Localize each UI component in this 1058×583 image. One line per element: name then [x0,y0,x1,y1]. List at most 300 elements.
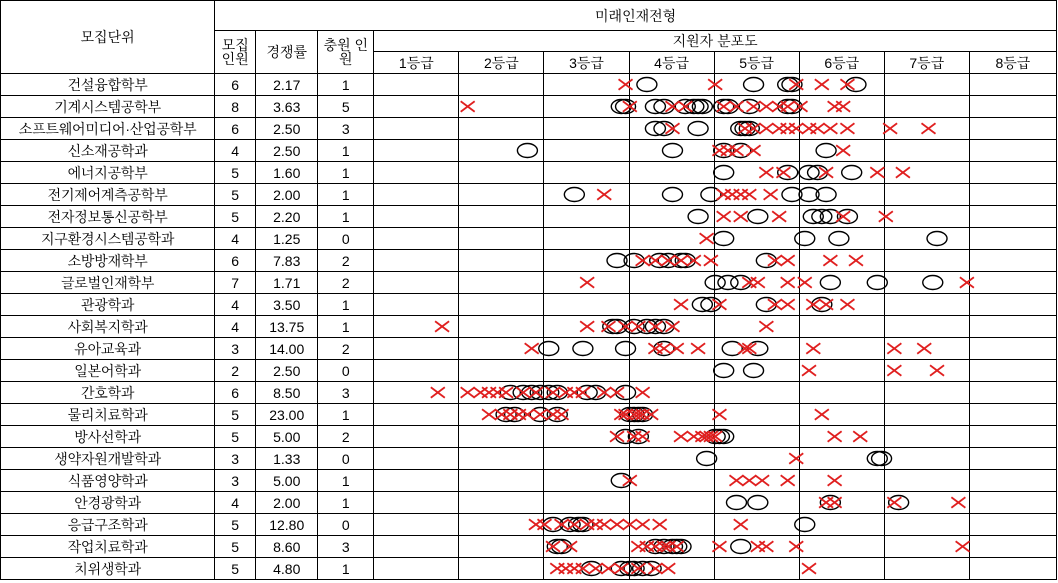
grade-cell [799,118,884,140]
grade-cell [799,382,884,404]
grade-cell [629,404,714,426]
table-row [1,338,1057,360]
grade-cell [629,536,714,558]
table-row [1,514,1057,536]
grade-cell [884,492,969,514]
grade-cell [459,228,544,250]
competition-rate: 2.20 [256,206,318,228]
grade-cell [459,404,544,426]
grade-cell [969,162,1056,184]
grade-cell [544,536,629,558]
grade-cell [884,470,969,492]
unit-name: 소방방재학부 [1,250,215,272]
competition-rate: 2.17 [256,74,318,96]
grade-cell [374,228,459,250]
unit-name: 전기제어계측공학부 [1,184,215,206]
competition-rate: 13.75 [256,316,318,338]
unit-name: 기계시스템공학부 [1,96,215,118]
unit-name: 건설융합학부 [1,74,215,96]
grade-cell [884,118,969,140]
grade-cell [714,338,799,360]
recruit-count: 7 [215,272,256,294]
grade-cell [714,448,799,470]
grade-cell [799,470,884,492]
unit-name: 에너지공학부 [1,162,215,184]
unit-name: 응급구조학과 [1,514,215,536]
grade-cell [714,184,799,206]
additional-count: 2 [318,272,374,294]
table-row [1,118,1057,140]
grade-cell [459,360,544,382]
recruit-count: 5 [215,206,256,228]
grade-cell [544,206,629,228]
grade-cell [629,360,714,382]
competition-header: 경쟁률 [256,31,318,74]
unit-name: 식품영양학과 [1,470,215,492]
competition-rate: 7.83 [256,250,318,272]
recruit-count: 5 [215,162,256,184]
table-row [1,162,1057,184]
additional-count: 0 [318,514,374,536]
grade-cell [884,206,969,228]
recruit-count: 4 [215,228,256,250]
grade-tick-label: 2등급 [459,52,544,74]
grade-cell [799,558,884,580]
grade-cell [799,184,884,206]
grade-cell [884,140,969,162]
recruit-count: 5 [215,426,256,448]
grade-cell [714,470,799,492]
competition-rate: 12.80 [256,514,318,536]
competition-rate: 4.80 [256,558,318,580]
grade-cell [544,316,629,338]
unit-name: 간호학과 [1,382,215,404]
additional-count: 1 [318,74,374,96]
additional-count: 1 [318,294,374,316]
competition-rate: 2.00 [256,492,318,514]
unit-name: 관광학과 [1,294,215,316]
additional-count: 2 [318,426,374,448]
grade-cell [459,382,544,404]
competition-rate: 1.33 [256,448,318,470]
grade-cell [459,558,544,580]
grade-cell [374,118,459,140]
unit-name: 생약자원개발학과 [1,448,215,470]
grade-cell [629,74,714,96]
grade-cell [884,96,969,118]
additional-count: 3 [318,118,374,140]
grade-cell [969,338,1056,360]
table-row [1,426,1057,448]
recruit-count: 3 [215,448,256,470]
grade-cell [374,184,459,206]
table-row [1,448,1057,470]
grade-cell [629,316,714,338]
table-row [1,96,1057,118]
grade-cell [969,140,1056,162]
grade-cell [374,382,459,404]
recruit-count: 3 [215,338,256,360]
table-row [1,294,1057,316]
recruit-count: 4 [215,140,256,162]
grade-cell [969,96,1056,118]
unit-name: 작업치료학과 [1,536,215,558]
unit-name: 글로벌인재학부 [1,272,215,294]
grade-cell [544,228,629,250]
grade-cell [969,448,1056,470]
grade-cell [544,338,629,360]
grade-cell [629,382,714,404]
grade-cell [374,140,459,162]
competition-rate: 1.25 [256,228,318,250]
grade-cell [374,448,459,470]
additional-count: 0 [318,360,374,382]
grade-cell [374,360,459,382]
grade-tick-label: 5등급 [714,52,799,74]
table-row [1,536,1057,558]
grade-cell [969,228,1056,250]
grade-cell [884,316,969,338]
unit-name: 신소재공학과 [1,140,215,162]
grade-cell [714,228,799,250]
grade-cell [459,536,544,558]
grade-cell [714,206,799,228]
recruit-count: 4 [215,294,256,316]
additional-count: 2 [318,250,374,272]
grade-cell [459,206,544,228]
additional-count: 1 [318,470,374,492]
grade-cell [884,448,969,470]
unit-name: 물리치료학과 [1,404,215,426]
grade-cell [374,162,459,184]
additional-count: 1 [318,206,374,228]
recruit-count: 5 [215,514,256,536]
grade-cell [544,96,629,118]
grade-cell [799,74,884,96]
grade-cell [459,338,544,360]
table-row [1,404,1057,426]
grade-cell [884,338,969,360]
grade-cell [544,140,629,162]
grade-cell [714,272,799,294]
grade-cell [714,536,799,558]
grade-cell [799,426,884,448]
table-row [1,558,1057,580]
unit-name: 일본어학과 [1,360,215,382]
grade-cell [884,558,969,580]
recruit-count: 8 [215,96,256,118]
grade-cell [799,140,884,162]
grade-cell [714,162,799,184]
table-row [1,74,1057,96]
competition-rate: 3.63 [256,96,318,118]
grade-cell [629,448,714,470]
grade-cell [459,492,544,514]
additional-header: 충원 인원 [318,31,374,74]
grade-cell [969,514,1056,536]
recruit-header: 모집 인원 [215,31,256,74]
grade-cell [374,558,459,580]
competition-rate: 8.60 [256,536,318,558]
additional-count: 3 [318,382,374,404]
grade-cell [969,184,1056,206]
unit-name: 사회복지학과 [1,316,215,338]
competition-rate: 1.71 [256,272,318,294]
recruit-count: 6 [215,250,256,272]
grade-cell [629,426,714,448]
recruit-count: 2 [215,360,256,382]
grade-cell [459,250,544,272]
grade-cell [629,250,714,272]
recruit-count: 5 [215,536,256,558]
grade-cell [629,118,714,140]
grade-cell [714,140,799,162]
grade-cell [374,338,459,360]
grade-cell [799,162,884,184]
grade-cell [374,272,459,294]
grade-cell [544,272,629,294]
grade-cell [629,338,714,360]
grade-cell [799,316,884,338]
competition-rate: 2.00 [256,184,318,206]
grade-cell [374,74,459,96]
grade-cell [544,162,629,184]
grade-cell [799,492,884,514]
additional-count: 0 [318,228,374,250]
competition-rate: 8.50 [256,382,318,404]
grade-cell [629,558,714,580]
grade-cell [799,96,884,118]
grade-cell [969,316,1056,338]
competition-rate: 1.60 [256,162,318,184]
grade-cell [544,118,629,140]
table-row [1,228,1057,250]
grade-cell [714,382,799,404]
grade-cell [544,74,629,96]
grade-cell [544,558,629,580]
additional-count: 1 [318,492,374,514]
competition-rate: 3.50 [256,294,318,316]
additional-count: 1 [318,404,374,426]
grade-cell [459,184,544,206]
grade-cell [374,426,459,448]
grade-cell [374,470,459,492]
grade-cell [799,448,884,470]
table-row [1,250,1057,272]
grade-cell [884,250,969,272]
grade-cell [884,382,969,404]
grade-cell [544,382,629,404]
additional-count: 2 [318,338,374,360]
recruit-count: 6 [215,74,256,96]
grade-tick-label: 6등급 [799,52,884,74]
grade-cell [884,162,969,184]
recruit-count: 6 [215,118,256,140]
additional-count: 0 [318,448,374,470]
grade-cell [544,448,629,470]
unit-name: 방사선학과 [1,426,215,448]
grade-cell [629,470,714,492]
grade-cell [459,162,544,184]
competition-rate: 2.50 [256,360,318,382]
recruit-count: 4 [215,316,256,338]
grade-cell [714,118,799,140]
grade-cell [884,228,969,250]
additional-count: 5 [318,96,374,118]
grade-cell [799,294,884,316]
additional-count: 1 [318,316,374,338]
grade-cell [799,536,884,558]
grade-cell [969,404,1056,426]
grade-cell [629,96,714,118]
chart-title: 미래인재전형 [215,1,1057,31]
grade-cell [969,382,1056,404]
grade-cell [544,514,629,536]
grade-cell [459,426,544,448]
table-row [1,272,1057,294]
grade-cell [969,360,1056,382]
grade-cell [714,96,799,118]
grade-cell [629,492,714,514]
competition-rate: 5.00 [256,470,318,492]
grade-cell [544,360,629,382]
grade-tick-label: 8등급 [969,52,1056,74]
recruit-count: 5 [215,184,256,206]
grade-cell [714,558,799,580]
table-row [1,140,1057,162]
grade-cell [969,250,1056,272]
competition-rate: 23.00 [256,404,318,426]
grade-cell [969,74,1056,96]
unit-name: 안경광학과 [1,492,215,514]
grade-cell [884,404,969,426]
grade-cell [714,294,799,316]
grade-cell [459,96,544,118]
unit-name: 소프트웨어미디어·산업공학부 [1,118,215,140]
unit-name: 치위생학과 [1,558,215,580]
grade-cell [799,360,884,382]
table-row [1,470,1057,492]
grade-cell [629,184,714,206]
grade-cell [544,250,629,272]
grade-cell [799,206,884,228]
grade-cell [459,294,544,316]
grade-cell [629,514,714,536]
unit-name: 지구환경시스템공학과 [1,228,215,250]
grade-cell [374,250,459,272]
grade-cell [969,558,1056,580]
competition-rate: 2.50 [256,140,318,162]
competition-rate: 14.00 [256,338,318,360]
grade-cell [374,404,459,426]
grade-cell [459,74,544,96]
grade-cell [374,206,459,228]
grade-cell [374,294,459,316]
additional-count: 1 [318,140,374,162]
grade-cell [969,272,1056,294]
table-row [1,360,1057,382]
grade-tick-label: 7등급 [884,52,969,74]
grade-cell [544,470,629,492]
grade-cell [884,514,969,536]
grade-cell [374,492,459,514]
grade-cell [884,184,969,206]
distribution-header: 지원자 분포도 [374,31,1057,52]
grade-cell [459,272,544,294]
grade-cell [629,162,714,184]
grade-cell [969,118,1056,140]
grade-cell [884,74,969,96]
grade-cell [884,294,969,316]
grade-cell [374,536,459,558]
grade-cell [714,426,799,448]
grade-cell [544,492,629,514]
grade-cell [459,470,544,492]
additional-count: 1 [318,162,374,184]
grade-cell [714,492,799,514]
grade-cell [459,448,544,470]
recruit-count: 5 [215,404,256,426]
table-row [1,382,1057,404]
recruit-count: 5 [215,558,256,580]
grade-cell [629,294,714,316]
grade-cell [799,338,884,360]
table-row [1,206,1057,228]
unit-name: 유아교육과 [1,338,215,360]
grade-cell [544,426,629,448]
grade-cell [629,140,714,162]
grade-cell [714,360,799,382]
grade-cell [714,514,799,536]
grade-cell [544,404,629,426]
unit-name: 전자정보통신공학부 [1,206,215,228]
grade-cell [374,316,459,338]
grade-cell [969,294,1056,316]
grade-cell [884,536,969,558]
grade-cell [544,294,629,316]
grade-cell [374,514,459,536]
grade-cell [799,272,884,294]
grade-cell [714,404,799,426]
table-row [1,184,1057,206]
grade-cell [714,250,799,272]
table-row [1,492,1057,514]
unit-header: 모집단위 [1,1,215,74]
additional-count: 1 [318,558,374,580]
recruit-count: 3 [215,470,256,492]
grade-tick-label: 4등급 [629,52,714,74]
grade-cell [969,426,1056,448]
grade-cell [544,184,629,206]
grade-cell [969,206,1056,228]
grade-cell [799,404,884,426]
grade-cell [374,96,459,118]
grade-cell [799,514,884,536]
grade-cell [714,74,799,96]
grade-cell [969,492,1056,514]
grade-cell [629,272,714,294]
table-row [1,316,1057,338]
grade-cell [884,360,969,382]
grade-cell [459,140,544,162]
grade-cell [969,470,1056,492]
grade-cell [714,316,799,338]
additional-count: 3 [318,536,374,558]
grade-cell [884,272,969,294]
grade-cell [629,228,714,250]
recruit-count: 4 [215,492,256,514]
grade-cell [969,536,1056,558]
